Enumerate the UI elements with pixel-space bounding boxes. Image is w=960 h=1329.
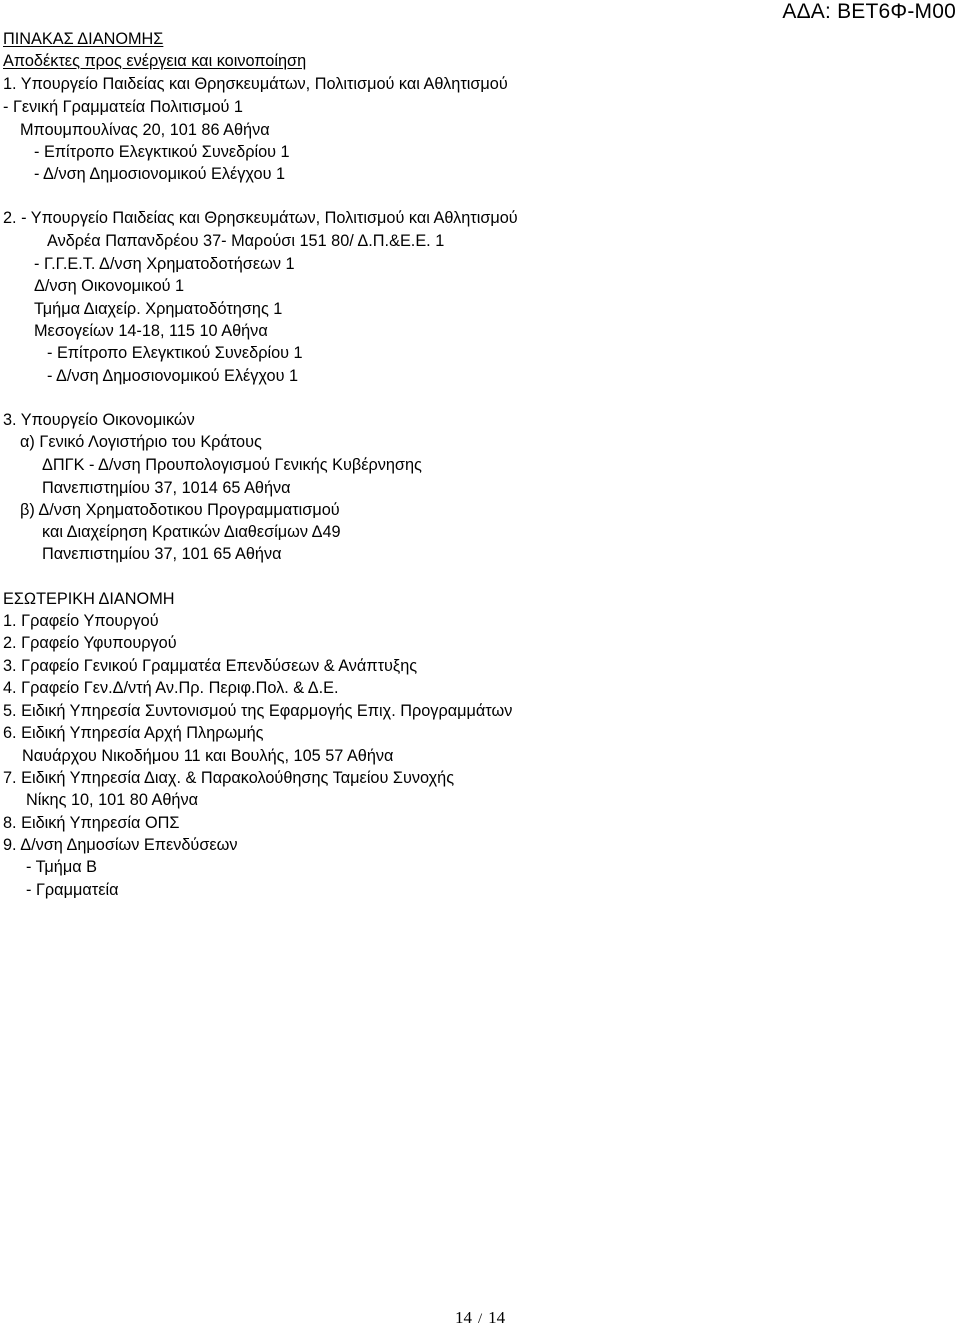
page-number xyxy=(455,1308,505,1328)
internal-item: 5. Ειδική Υπηρεσία Συντονισμού της Εφαρμογής Επιχ. Προγραμμάτων xyxy=(3,702,513,720)
recipients-heading: Αποδέκτες προς ενέργεια και κοινοποίηση xyxy=(3,52,307,70)
section-2-line: Τμήμα Διαχείρ. Χρηματοδότησης 1 xyxy=(34,300,283,318)
internal-item: 2. Γραφείο Υφυπουργού xyxy=(3,634,177,652)
section-3-line: ΔΠΓΚ - Δ/νση Προυπολογισμού Γενικής Κυβέρνησης xyxy=(42,456,422,474)
page-separator: / xyxy=(478,1311,483,1327)
section-3-line: Πανεπιστημίου 37, 1014 65 Αθήνα xyxy=(42,479,291,497)
section-1-line: Μπουμπουλίνας 20, 101 86 Αθήνα xyxy=(20,121,270,139)
section-2-line: - Επίτροπο Ελεγκτικού Συνεδρίου 1 xyxy=(47,344,303,362)
section-3-line: 3. Υπουργείο Οικονομικών xyxy=(3,411,195,429)
ada-code: ΑΔΑ: ΒΕΤ6Φ-Μ00 xyxy=(782,0,956,23)
section-2-line: 2. - Υπουργείο Παιδείας και Θρησκευμάτων, Πολιτισμού και Αθλητισμού xyxy=(3,209,518,227)
section-1-line: - Γενική Γραμματεία Πολιτισμού 1 xyxy=(3,98,243,116)
section-1-line: 1. Υπουργείο Παιδείας και Θρησκευμάτων, Πολιτισμού και Αθλητισμού xyxy=(3,75,508,93)
page-current: 14 xyxy=(455,1308,472,1327)
section-3-line: Πανεπιστημίου 37, 101 65 Αθήνα xyxy=(42,545,282,563)
section-2-line: Μεσογείων 14-18, 115 10 Αθήνα xyxy=(34,322,268,340)
document-title: ΠΙΝΑΚΑΣ ΔΙΑΝΟΜΗΣ xyxy=(3,30,164,48)
section-1-line: - Δ/νση Δημοσιονομικού Ελέγχου 1 xyxy=(34,165,286,183)
internal-item: 9. Δ/νση Δημοσίων Επενδύσεων xyxy=(3,836,238,854)
section-2-line: - Γ.Γ.Ε.Τ. Δ/νση Χρηματοδοτήσεων 1 xyxy=(34,255,295,273)
internal-item-address: Νίκης 10, 101 80 Αθήνα xyxy=(26,791,199,809)
section-2-line: Ανδρέα Παπανδρέου 37- Μαρούσι 151 80/ Δ.Π.&Ε.Ε. 1 xyxy=(47,232,445,250)
section-2-line: Δ/νση Οικονομικού 1 xyxy=(34,277,185,295)
internal-item: 4. Γραφείο Γεν.Δ/ντή Αν.Πρ. Περιφ.Πολ. & Δ.Ε. xyxy=(3,679,339,697)
internal-subitem: - Γραμματεία xyxy=(26,881,119,899)
section-1-line: - Επίτροπο Ελεγκτικού Συνεδρίου 1 xyxy=(34,143,290,161)
section-3-line: α) Γενικό Λογιστήριο του Κράτους xyxy=(20,433,262,451)
internal-item: 7. Ειδική Υπηρεσία Διαχ. & Παρακολούθησης Ταμείου Συνοχής xyxy=(3,769,455,787)
section-2-line: - Δ/νση Δημοσιονομικού Ελέγχου 1 xyxy=(47,367,299,385)
section-3-line: β) Δ/νση Χρηματοδοτικου Προγραμματισμού xyxy=(20,501,340,519)
internal-heading: ΕΣΩΤΕΡΙΚΗ ΔΙΑΝΟΜΗ xyxy=(3,590,175,608)
page-total: 14 xyxy=(488,1308,506,1327)
internal-item: 8. Ειδική Υπηρεσία ΟΠΣ xyxy=(3,814,180,832)
internal-item: 3. Γραφείο Γενικού Γραμματέα Επενδύσεων & Ανάπτυξης xyxy=(3,657,418,675)
internal-subitem: - Τμήμα Β xyxy=(26,858,98,876)
section-3-line: και Διαχείρηση Κρατικών Διαθεσίμων Δ49 xyxy=(42,523,341,541)
internal-item-address: Ναυάρχου Νικοδήμου 11 και Βουλής, 105 57 Αθήνα xyxy=(22,747,394,765)
internal-item: 1. Γραφείο Υπουργού xyxy=(3,612,159,630)
internal-item: 6. Ειδική Υπηρεσία Αρχή Πληρωμής xyxy=(3,724,264,742)
